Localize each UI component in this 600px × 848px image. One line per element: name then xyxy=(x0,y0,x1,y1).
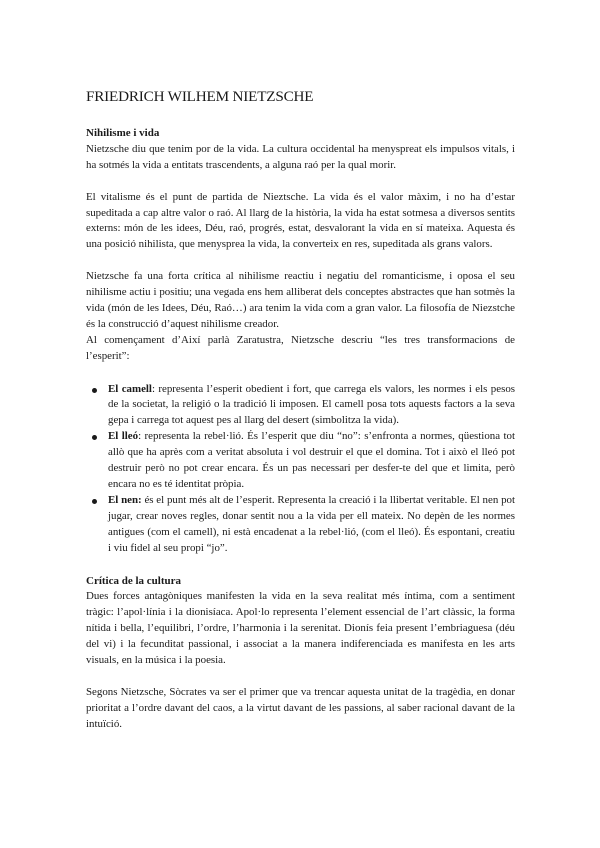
transformations-list xyxy=(86,382,515,557)
section-critica xyxy=(86,574,515,733)
paragraph: Dues forces antagòniques manifesten la vida en la seva realitat més íntima, com a sentiment tràgic: l’apol·línia i la dionisíaca. Apol·lo representa l’element essencial de l’art clàssic, la forma nítida i bella, l’equilibri, l’ordre, l’harmonia i la serenitat. Dionís feia present l’embriaguesa (déu del vi) i la fecunditat passional, i associat a la manera indiferenciada es manifesta en les arts visuals, en la música i la poesia. xyxy=(86,590,515,667)
document-title: FRIEDRICH WILHEM NIETZSCHE xyxy=(86,88,314,105)
bullet-icon xyxy=(92,499,97,504)
document-page xyxy=(86,88,515,733)
list-item-term: El camell xyxy=(108,382,152,395)
paragraph: Al començament d’Així parlà Zaratustra, Nietzsche descriu “les tres transformacions de l’esperit”: xyxy=(86,333,515,362)
list-item-term: El nen: xyxy=(108,493,142,506)
paragraph: Nietzsche diu que tenim por de la vida. La cultura occidental ha menyspreat els impulsos vitals, i ha sotmés la vida a entitats trascendents, a alguna raó per la qual morir. xyxy=(86,142,515,171)
section-heading-nihilisme: Nihilisme i vida xyxy=(86,127,160,139)
list-item-text: és el punt més alt de l’esperit. Representa la creació i la llibertat veritable. El nen pot jugar, crear noves regles, donar sentit nou a la vida per ell mateix. No depèn de les normes antigues (com el camell), ni està encadenat a la rebel·lió, (com el lleó). És espontani, creatiu i viu fidel al seu propi “jo”. xyxy=(108,493,515,554)
list-item-text: : representa la rebel·lió. És l’esperit que diu “no”: s’enfronta a normes, qüestiona tot allò que ha après com a veritat absoluta i vol destruir el que el domina. Tot i això el lleó pot destruir però no pot crear encara. És un pas necessari per desfer-te del que et limita, però encara no es té identitat pròpia. xyxy=(108,430,515,490)
list-item xyxy=(86,382,515,430)
bullet-icon xyxy=(92,388,97,393)
paragraph: El vitalisme és el punt de partida de Nieztsche. La vida és el valor màxim, i no ha d’estar supeditada a cap altre valor o raó. Al llarg de la història, la vida ha estat sotmesa a diversos sentits externs: món de les idees, Déu, raó, progrés, estat, desvalorant la vida en sí mateixa. Aquesta és una posició nihilista, que menysprea la vida, la converteix en res, supeditada als grans valors. xyxy=(86,190,515,251)
list-item-term: El lleó xyxy=(108,430,139,443)
list-item xyxy=(86,493,515,557)
paragraph: Nietzsche fa una forta crítica al nihilisme reactiu i negatiu del romanticisme, i oposa el seu nihilisme actiu i positiu; una vegada ens hem alliberat dels conceptes abstractes que han sotmès la vida (món de les Idees, Déu, Raó…) ara tenim la vida com a gran valor. La filosofía de Niezstche és la construcció d’aquest nihilisme creador. xyxy=(86,270,515,330)
list-item xyxy=(86,429,515,493)
section-heading-critica: Crítica de la cultura xyxy=(86,574,182,587)
list-item-text: : representa l’esperit obedient i fort, que carrega els valors, les normes i els pesos de la societat, la religió o la tradició li imposen. El camell posa tots aquests factors a la seva gepa i carrega tot aquest pes al llarg del desert (simbolitza la vida). xyxy=(108,382,515,427)
paragraph: Segons Nietzsche, Sòcrates va ser el primer que va trencar aquesta unitat de la tragèdia, en donar prioritat a l’ordre davant del caos, a la virtut davant de les passions, al saber racional davant de la intuïció. xyxy=(86,685,515,730)
bullet-icon xyxy=(92,435,97,440)
